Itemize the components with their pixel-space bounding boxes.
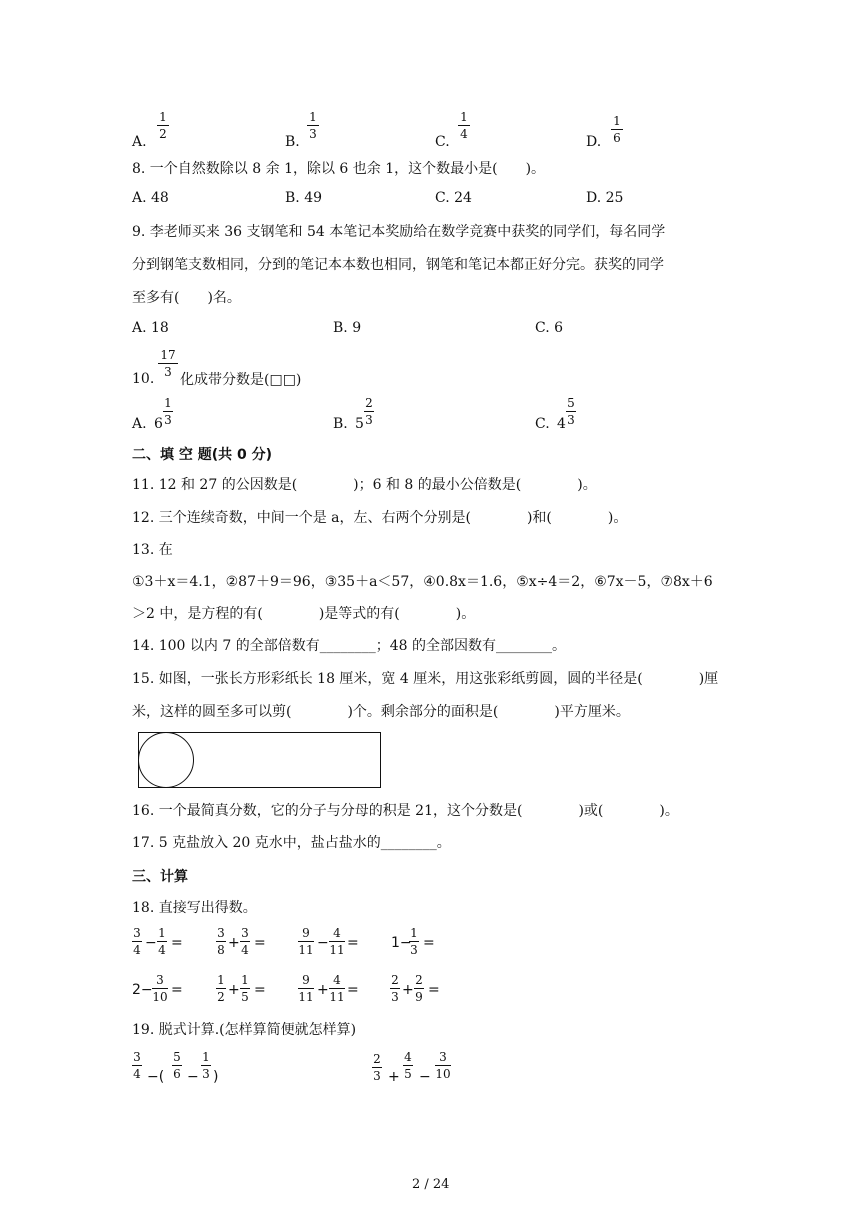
- q9-option-b: B. 9: [333, 320, 362, 336]
- q15-line-1: 15. 如图，一张长方形彩纸长 18 厘米，宽 4 厘米，用这张彩纸剪圆，圆的半径是( )厘: [132, 671, 719, 687]
- q12-text: 12. 三个连续奇数，中间一个是 a，左、右两个分别是( )和( )。: [132, 510, 628, 526]
- q16-text: 16. 一个最简真分数，它的分子与分母的积是 21，这个分数是( )或( )。: [132, 803, 679, 819]
- q7-option-d-fraction: 1 6: [611, 114, 623, 145]
- q10-option-a-whole: 6: [154, 416, 163, 432]
- q10-option-a-letter: A.: [132, 416, 147, 432]
- q10-option-c-fraction: 5 3: [567, 396, 575, 427]
- q13-line-1: 13. 在: [132, 542, 173, 558]
- q10-option-c-letter: C.: [535, 416, 550, 432]
- section-2-heading: 二、填 空 题(共 0 分): [132, 447, 273, 463]
- q10-number: 10.: [132, 371, 155, 387]
- q8-option-b: B. 49: [285, 190, 323, 206]
- q11-text: 11. 12 和 27 的公因数是( )；6 和 8 的最小公倍数是( )。: [132, 477, 597, 493]
- q15-circle-figure: [138, 732, 194, 788]
- q7-option-a-letter: A.: [132, 134, 147, 150]
- q13-line-2: ①3＋x＝4.1，②87＋9＝96，③35＋a＜57，④0.8x＝1.6，⑤x÷4＝2，⑥7x－5，⑦8x＋6: [132, 574, 713, 590]
- q8-option-c: C. 24: [435, 190, 472, 206]
- q19-title: 19. 脱式计算.(怎样算简便就怎样算): [132, 1022, 357, 1038]
- q18-title: 18. 直接写出得数。: [132, 900, 257, 916]
- q9-line-3: 至多有( )名。: [132, 290, 241, 306]
- page-number: 2 / 24: [412, 1177, 450, 1192]
- q7-option-c-fraction: 1 4: [458, 110, 470, 141]
- q10-option-c-whole: 4: [557, 416, 566, 432]
- q9-line-2: 分到钢笔支数相同，分到的笔记本本数也相同，钢笔和笔记本都正好分完。获奖的同学: [132, 257, 664, 273]
- q7-option-b-fraction: 1 3: [307, 110, 319, 141]
- q13-line-3: ＞2 中，是方程的有( )是等式的有( )。: [132, 606, 476, 622]
- q8-option-a: A. 48: [132, 190, 169, 206]
- q7-option-b-letter: B.: [285, 134, 300, 150]
- q17-text: 17. 5 克盐放入 20 克水中，盐占盐水的________。: [132, 835, 451, 851]
- q10-option-b-whole: 5: [355, 416, 364, 432]
- q8-text: 8. 一个自然数除以 8 余 1，除以 6 也余 1，这个数最小是( )。: [132, 161, 546, 177]
- q9-option-c: C. 6: [535, 320, 564, 336]
- section-3-heading: 三、计算: [132, 869, 188, 885]
- q7-option-d-letter: D.: [586, 134, 602, 150]
- q9-line-1: 9. 李老师买来 36 支钢笔和 54 本笔记本奖励给在数学竞赛中获奖的同学们，每名同学: [132, 224, 666, 240]
- q10-option-a-fraction: 1 3: [164, 396, 172, 427]
- q10-fraction: 17 3: [158, 348, 178, 379]
- q8-option-d: D. 25: [586, 190, 624, 206]
- q10-text: 化成带分数是(□□): [180, 372, 302, 388]
- q9-option-a: A. 18: [132, 320, 169, 336]
- q10-option-b-fraction: 2 3: [365, 396, 373, 427]
- q15-line-2: 米，这样的圆至多可以剪( )个。剩余部分的面积是( )平方厘米。: [132, 704, 630, 720]
- q14-text: 14. 100 以内 7 的全部倍数有________；48 的全部因数有________。: [132, 638, 566, 654]
- q7-option-a-fraction: 1 2: [157, 110, 169, 141]
- q10-option-b-letter: B.: [333, 416, 348, 432]
- q7-option-c-letter: C.: [435, 134, 450, 150]
